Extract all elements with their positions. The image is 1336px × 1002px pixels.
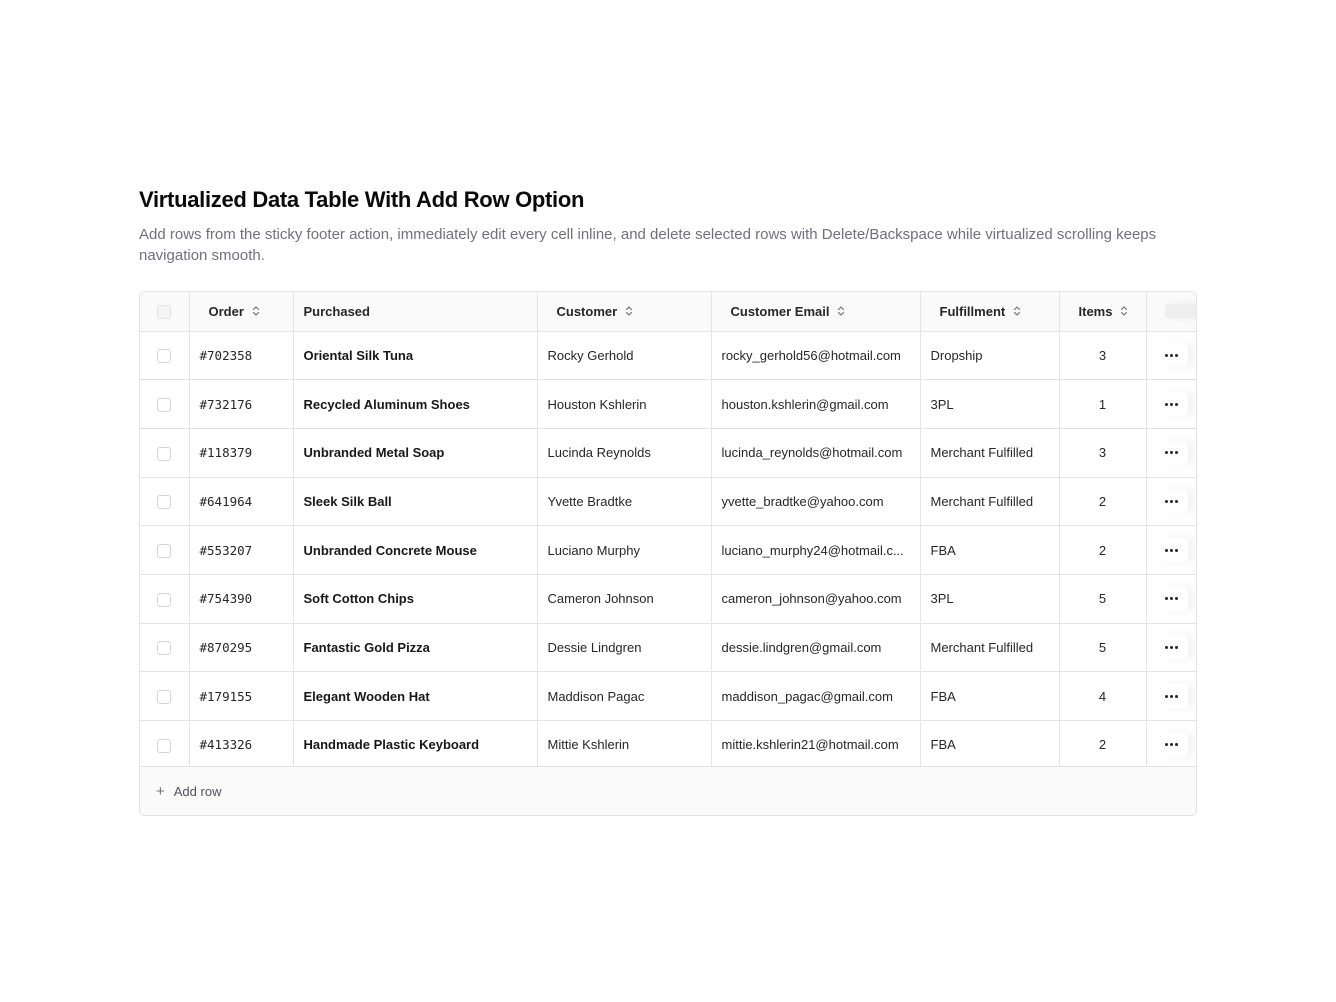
- cell-customer[interactable]: Maddison Pagac: [537, 672, 711, 721]
- cell-purchased[interactable]: Soft Cotton Chips: [293, 574, 537, 623]
- page-container: [139, 186, 1197, 800]
- cell-purchased[interactable]: Recycled Aluminum Shoes: [293, 380, 537, 429]
- table-row[interactable]: [140, 477, 1197, 526]
- sort-chevrons-icon[interactable]: [1120, 305, 1128, 317]
- row-actions-cell: [1146, 477, 1197, 526]
- cell-order[interactable]: #553207: [189, 526, 293, 575]
- column-header-email[interactable]: [711, 292, 920, 331]
- column-header-fulfillment-label: Fulfillment: [939, 303, 1006, 319]
- row-checkbox[interactable]: [157, 641, 171, 655]
- cell-purchased[interactable]: Fantastic Gold Pizza: [293, 623, 537, 672]
- cell-items[interactable]: 3: [1059, 428, 1146, 477]
- table-row[interactable]: [140, 380, 1197, 429]
- table-row[interactable]: [140, 428, 1197, 477]
- sort-chevrons-icon[interactable]: [252, 305, 260, 317]
- cell-items[interactable]: 3: [1059, 331, 1146, 380]
- row-select-cell: [140, 574, 189, 623]
- cell-purchased[interactable]: Unbranded Concrete Mouse: [293, 526, 537, 575]
- cell-fulfillment[interactable]: Dropship: [920, 331, 1059, 380]
- row-actions-cell: [1146, 526, 1197, 575]
- more-horizontal-icon: [1165, 354, 1178, 357]
- row-actions-cell: [1146, 672, 1197, 721]
- cell-email[interactable]: maddison_pagac@gmail.com: [711, 672, 920, 721]
- column-header-order-label: Order: [208, 303, 244, 319]
- row-actions-button[interactable]: [1156, 684, 1188, 708]
- row-select-cell: [140, 721, 189, 770]
- cell-fulfillment[interactable]: 3PL: [920, 574, 1059, 623]
- cell-items[interactable]: 5: [1059, 574, 1146, 623]
- row-checkbox[interactable]: [157, 593, 171, 607]
- column-header-items-label: Items: [1078, 303, 1113, 319]
- cell-order[interactable]: #413326: [189, 721, 293, 770]
- cell-email[interactable]: luciano_murphy24@hotmail.c...: [711, 526, 920, 575]
- column-header-order[interactable]: [189, 292, 293, 331]
- cell-order[interactable]: #118379: [189, 428, 293, 477]
- cell-order[interactable]: #179155: [189, 672, 293, 721]
- row-actions-cell: [1146, 331, 1197, 380]
- row-checkbox[interactable]: [157, 349, 171, 363]
- cell-order[interactable]: #754390: [189, 574, 293, 623]
- table-header-row: [140, 292, 1197, 331]
- column-header-items[interactable]: [1059, 292, 1146, 331]
- cell-purchased[interactable]: Sleek Silk Ball: [293, 477, 537, 526]
- column-header-customer[interactable]: [537, 292, 711, 331]
- cell-items[interactable]: 1: [1059, 380, 1146, 429]
- row-checkbox[interactable]: [157, 495, 171, 509]
- cell-items[interactable]: 2: [1059, 477, 1146, 526]
- row-select-cell: [140, 380, 189, 429]
- table-row[interactable]: [140, 623, 1197, 672]
- row-actions-button[interactable]: [1156, 489, 1188, 513]
- cell-email[interactable]: houston.kshlerin@gmail.com: [711, 380, 920, 429]
- column-header-actions: [1146, 292, 1197, 331]
- select-all-cell: [140, 292, 189, 331]
- table-body: [140, 331, 1197, 769]
- cell-items[interactable]: 2: [1059, 721, 1146, 770]
- plus-icon: +: [156, 782, 165, 800]
- page-title: Virtualized Data Table With Add Row Option: [139, 187, 585, 212]
- cell-customer[interactable]: Yvette Bradtke: [537, 477, 711, 526]
- row-checkbox[interactable]: [157, 739, 171, 753]
- cell-fulfillment[interactable]: FBA: [920, 526, 1059, 575]
- cell-customer[interactable]: Houston Kshlerin: [537, 380, 711, 429]
- cell-items[interactable]: 2: [1059, 526, 1146, 575]
- column-header-fulfillment[interactable]: [920, 292, 1059, 331]
- row-actions-cell: [1146, 574, 1197, 623]
- select-all-checkbox[interactable]: [157, 305, 171, 319]
- row-checkbox[interactable]: [157, 544, 171, 558]
- table-row[interactable]: [140, 526, 1197, 575]
- cell-fulfillment[interactable]: Merchant Fulfilled: [920, 428, 1059, 477]
- row-actions-cell: [1146, 380, 1197, 429]
- row-select-cell: [140, 623, 189, 672]
- cell-items[interactable]: 4: [1059, 672, 1146, 721]
- cell-order[interactable]: #641964: [189, 477, 293, 526]
- more-horizontal-icon: [1165, 646, 1178, 649]
- row-checkbox[interactable]: [157, 398, 171, 412]
- cell-customer[interactable]: Luciano Murphy: [537, 526, 711, 575]
- cell-fulfillment[interactable]: FBA: [920, 672, 1059, 721]
- row-actions-cell: [1146, 623, 1197, 672]
- more-horizontal-icon: [1165, 549, 1178, 552]
- cell-customer[interactable]: Cameron Johnson: [537, 574, 711, 623]
- more-horizontal-icon: [1165, 597, 1178, 600]
- column-header-customer-label: Customer: [556, 303, 618, 319]
- row-actions-button[interactable]: [1156, 538, 1188, 562]
- add-row-button[interactable]: [156, 784, 221, 799]
- row-checkbox[interactable]: [157, 447, 171, 461]
- table-row[interactable]: [140, 672, 1197, 721]
- cell-fulfillment[interactable]: Merchant Fulfilled: [920, 623, 1059, 672]
- table-row[interactable]: [140, 331, 1197, 380]
- table-row[interactable]: [140, 574, 1197, 623]
- more-horizontal-icon: [1165, 695, 1178, 698]
- cell-customer[interactable]: Rocky Gerhold: [537, 331, 711, 380]
- cell-order[interactable]: #702358: [189, 331, 293, 380]
- more-horizontal-icon: [1165, 403, 1178, 406]
- column-header-purchased: [293, 292, 537, 331]
- cell-fulfillment[interactable]: FBA: [920, 721, 1059, 770]
- row-actions-cell: [1146, 721, 1197, 770]
- cell-fulfillment[interactable]: 3PL: [920, 380, 1059, 429]
- row-actions-cell: [1146, 428, 1197, 477]
- row-actions-button[interactable]: [1156, 733, 1188, 757]
- row-actions-button[interactable]: [1156, 441, 1188, 465]
- orders-table: [140, 292, 1197, 770]
- cell-fulfillment[interactable]: Merchant Fulfilled: [920, 477, 1059, 526]
- actions-header-placeholder: [1165, 304, 1195, 318]
- cell-customer[interactable]: Dessie Lindgren: [537, 623, 711, 672]
- cell-items[interactable]: 5: [1059, 623, 1146, 672]
- row-select-cell: [140, 672, 189, 721]
- more-horizontal-icon: [1165, 743, 1178, 746]
- page-description: Add rows from the sticky footer action, immediately edit every cell inline, and delete selected rows with Delete/Backspace while virtualized scrolling keeps navigation smooth.: [139, 226, 1157, 264]
- sticky-footer: [140, 766, 1196, 815]
- cell-order[interactable]: #732176: [189, 380, 293, 429]
- cell-email[interactable]: mittie.kshlerin21@hotmail.com: [711, 721, 920, 770]
- table-row[interactable]: [140, 721, 1197, 770]
- cell-order[interactable]: #870295: [189, 623, 293, 672]
- sort-chevrons-icon[interactable]: [1013, 305, 1021, 317]
- row-select-cell: [140, 526, 189, 575]
- cell-email[interactable]: rocky_gerhold56@hotmail.com: [711, 331, 920, 380]
- cell-email[interactable]: cameron_johnson@yahoo.com: [711, 574, 920, 623]
- row-checkbox[interactable]: [157, 690, 171, 704]
- sort-chevrons-icon[interactable]: [837, 305, 845, 317]
- row-select-cell: [140, 428, 189, 477]
- cell-email[interactable]: lucinda_reynolds@hotmail.com: [711, 428, 920, 477]
- cell-purchased[interactable]: Handmade Plastic Keyboard: [293, 721, 537, 770]
- more-horizontal-icon: [1165, 500, 1178, 503]
- row-actions-button[interactable]: [1156, 635, 1188, 659]
- row-actions-button[interactable]: [1156, 587, 1188, 611]
- cell-email[interactable]: yvette_bradtke@yahoo.com: [711, 477, 920, 526]
- row-select-cell: [140, 477, 189, 526]
- sort-chevrons-icon[interactable]: [625, 305, 633, 317]
- add-row-label: Add row: [173, 783, 222, 799]
- row-actions-button[interactable]: [1156, 343, 1188, 367]
- column-header-email-label: Customer Email: [730, 303, 830, 319]
- data-table: [139, 291, 1197, 816]
- cell-customer[interactable]: Mittie Kshlerin: [537, 721, 711, 770]
- row-actions-button[interactable]: [1156, 392, 1188, 416]
- cell-email[interactable]: dessie.lindgren@gmail.com: [711, 623, 920, 672]
- column-header-purchased-label: Purchased: [303, 303, 370, 319]
- cell-customer[interactable]: Lucinda Reynolds: [537, 428, 711, 477]
- row-select-cell: [140, 331, 189, 380]
- cell-purchased[interactable]: Unbranded Metal Soap: [293, 428, 537, 477]
- cell-purchased[interactable]: Oriental Silk Tuna: [293, 331, 537, 380]
- more-horizontal-icon: [1165, 451, 1178, 454]
- cell-purchased[interactable]: Elegant Wooden Hat: [293, 672, 537, 721]
